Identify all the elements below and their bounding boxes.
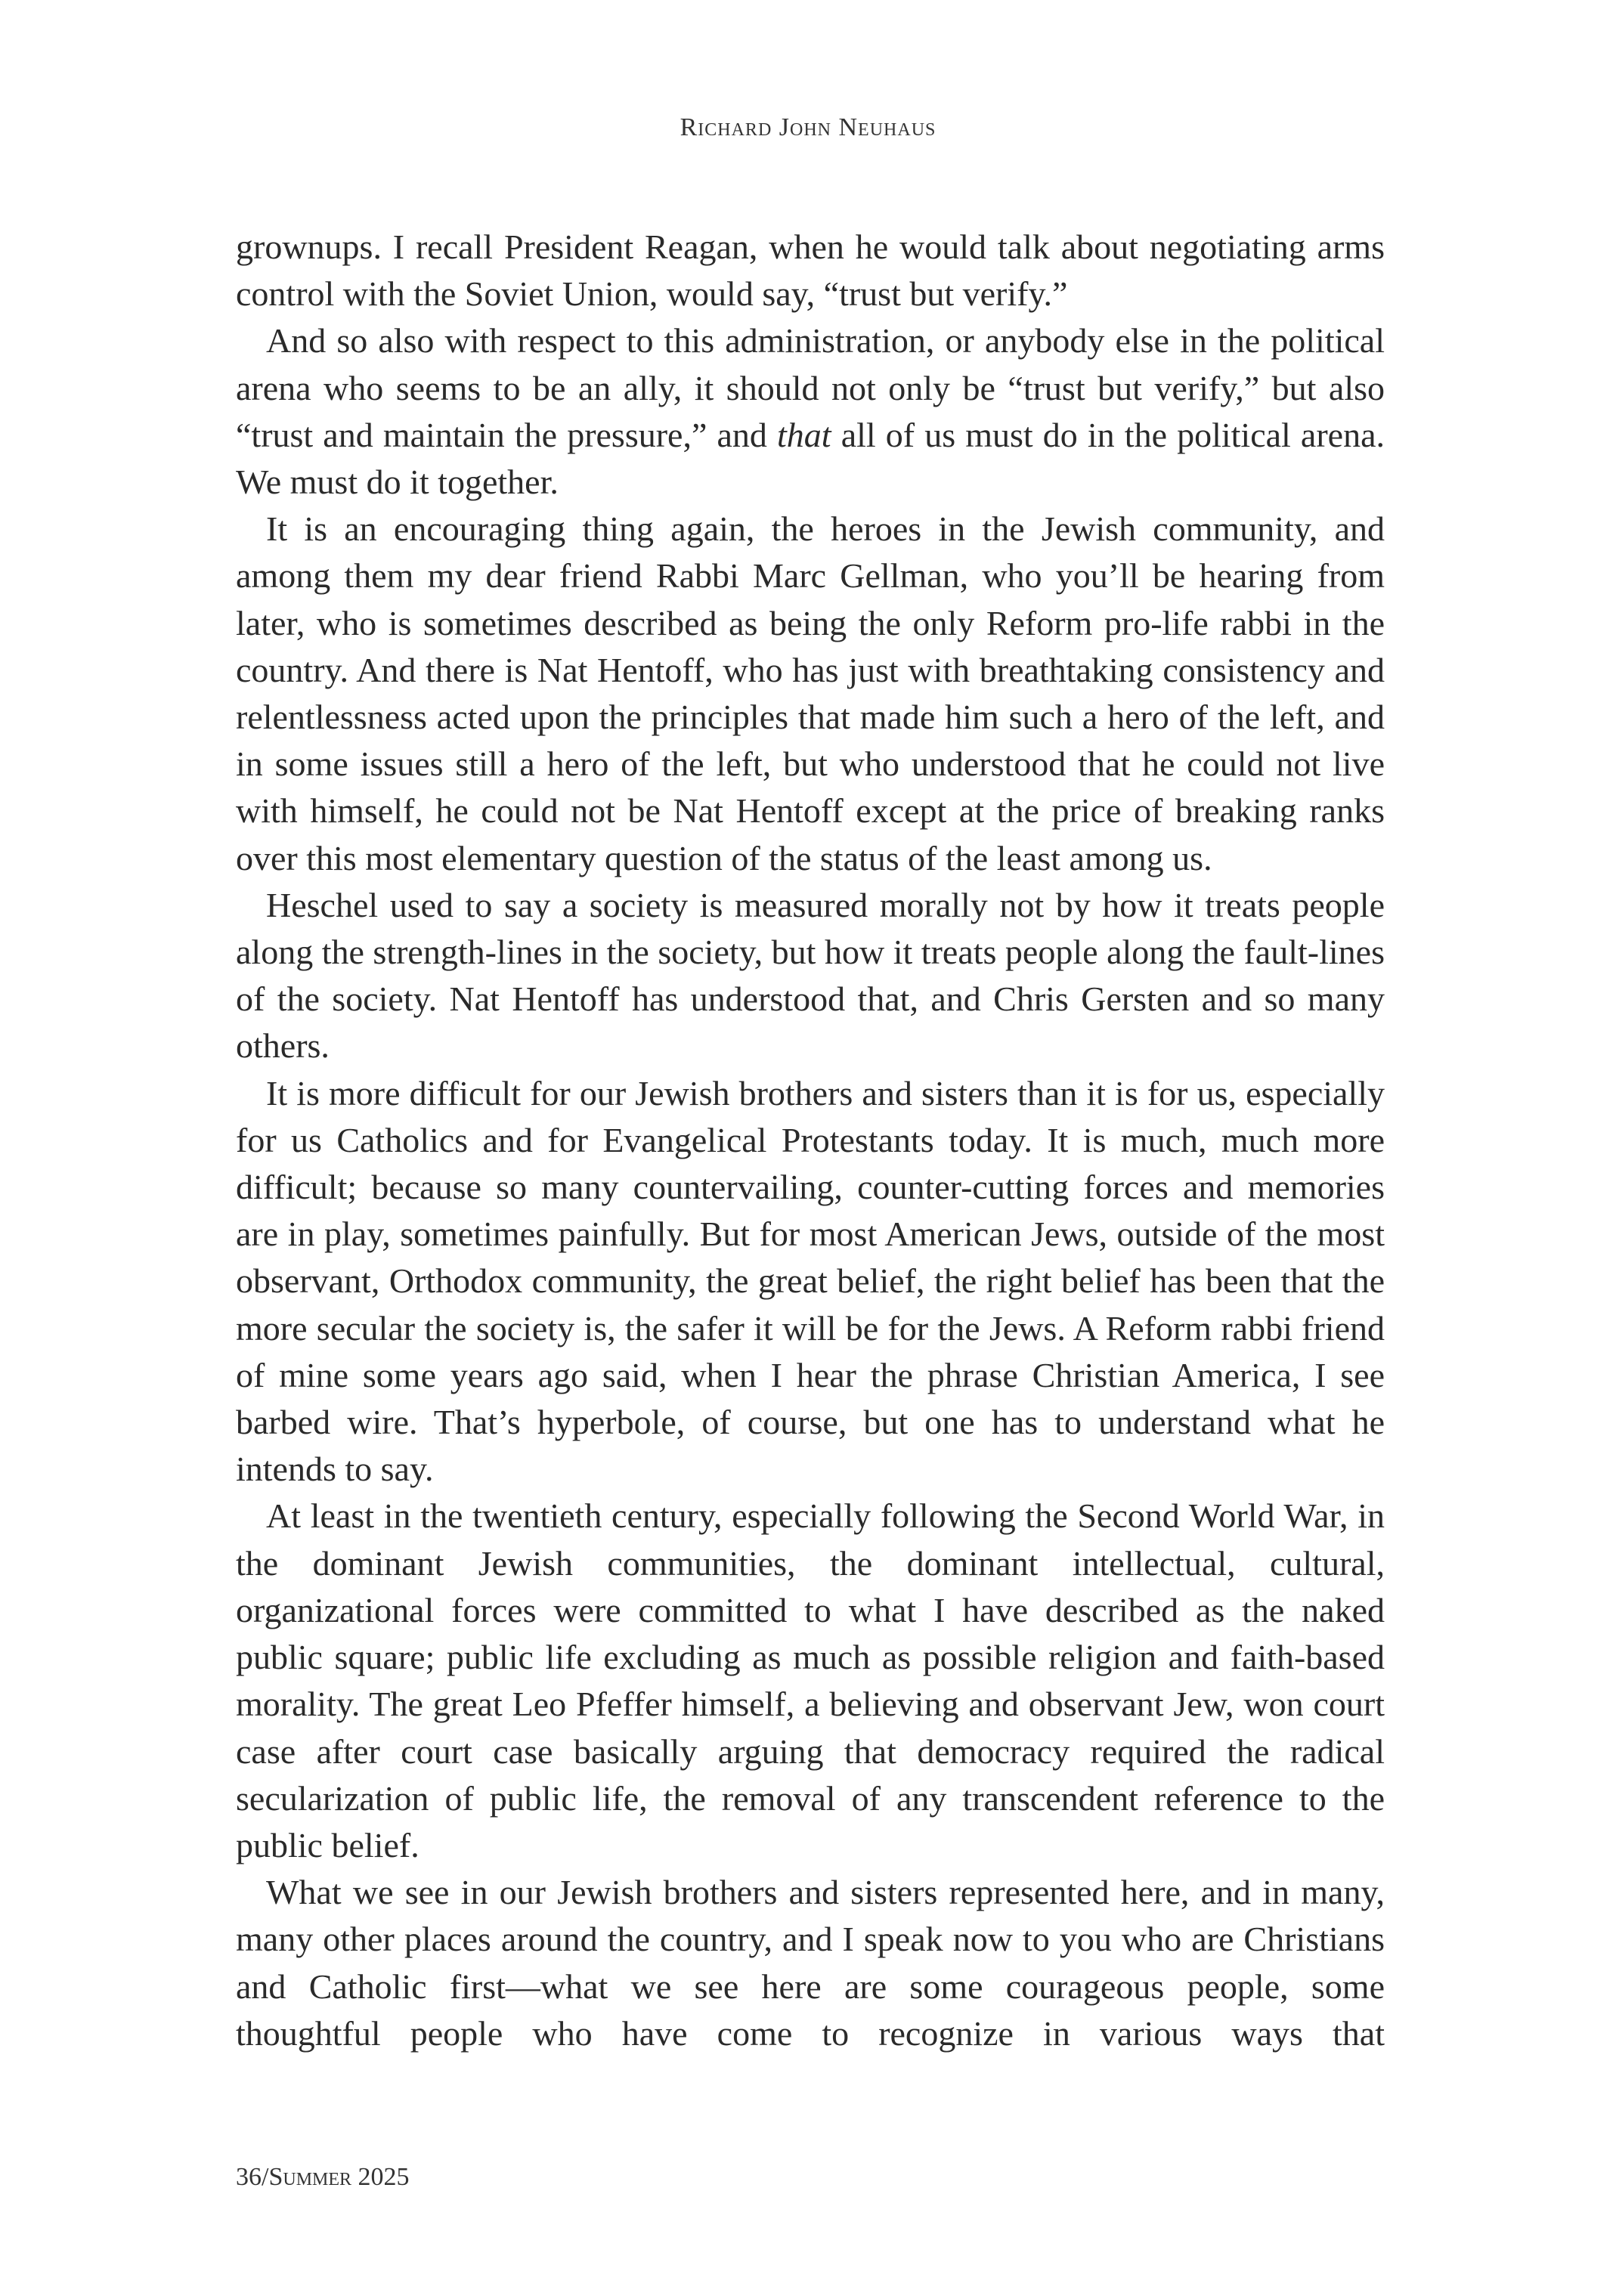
paragraph-3: It is an encouraging thing again, the heroes in the Jewish community, and among them my dear friend Rabbi Marc Gellman, who you’ll be hearing from later, who is sometimes described as being the only Reform pro-life rabbi in the country. And there is Nat Hentoff, who has just with breathtaking consistency and relentlessness acted upon the principles that made him such a hero of the left, and in some issues still a hero of the left, but who understood that he could not live with himself, he could not be Nat Hentoff except at the price of breaking ranks over this most elementary question of the status of the least among us.	[236, 509, 1385, 877]
paragraph-2	[236, 317, 1385, 506]
paragraph-6: At least in the twentieth century, especially following the Second World War, in the dominant Jewish communities, the dominant intellectual, cultural, organizational forces were committed to what I have described as the naked public square; public life excluding as much as possible religion and faith-based morality. The great Leo Pfeffer himself, a believing and observant Jew, won court case after court case basically arguing that democracy required the radical secularization of public life, the removal of any transcendent reference to the public belief.	[236, 1496, 1385, 1864]
issue-year: 2025	[351, 2163, 410, 2191]
page-footer	[236, 2163, 410, 2192]
paragraph-4: Heschel used to say a society is measured morally not by how it treats people along the strength-lines in the society, but how it treats people along the fault-lines of the society. Nat Hentoff has understood that, and Chris Gersten and so many others.	[236, 885, 1385, 1066]
paragraph-2-emphasis: that	[777, 415, 831, 454]
paragraph-2-text-a: And so also with respect to this administration, or anybody else in the political arena who seems to be an ally, it should not only be “trust but verify,” but also “trust and maintain the pressure,” and	[236, 321, 1385, 454]
article-body	[236, 224, 1385, 2057]
paragraph-7: What we see in our Jewish brothers and sisters represented here, and in many, many other places around the country, and I speak now to you who are Christians and Catholic first—what we see here are some courageous people, some thoughtful people who have come to recognize in various ways that	[236, 1873, 1385, 2053]
paragraph-5: It is more difficult for our Jewish brothers and sisters than it is for us, especially for us Catholics and for Evangelical Protestants today. It is much, much more difficult; because so many countervailing, counter-cutting forces and memories are in play, sometimes painfully. But for most American Jews, outside of the most observant, Orthodox community, the great belief, the right belief has been that the more secular the society is, the safer it will be for the Jews. A Reform rabbi friend of mine some years ago said, when I hear the phrase Christian America, I see barbed wire. That’s hyperbole, of course, but one has to understand what he intends to say.	[236, 1073, 1385, 1489]
running-head: Richard John Neuhaus	[680, 113, 936, 141]
paragraph-2-text-b: all of us must do in the political arena. We must do it together.	[236, 415, 1385, 502]
page-number: 36/	[236, 2163, 269, 2191]
issue-season: Summer	[268, 2163, 352, 2191]
paragraph-1: grownups. I recall President Reagan, when he would talk about negotiating arms control with the Soviet Union, would say, “trust but verify.”	[236, 227, 1385, 314]
